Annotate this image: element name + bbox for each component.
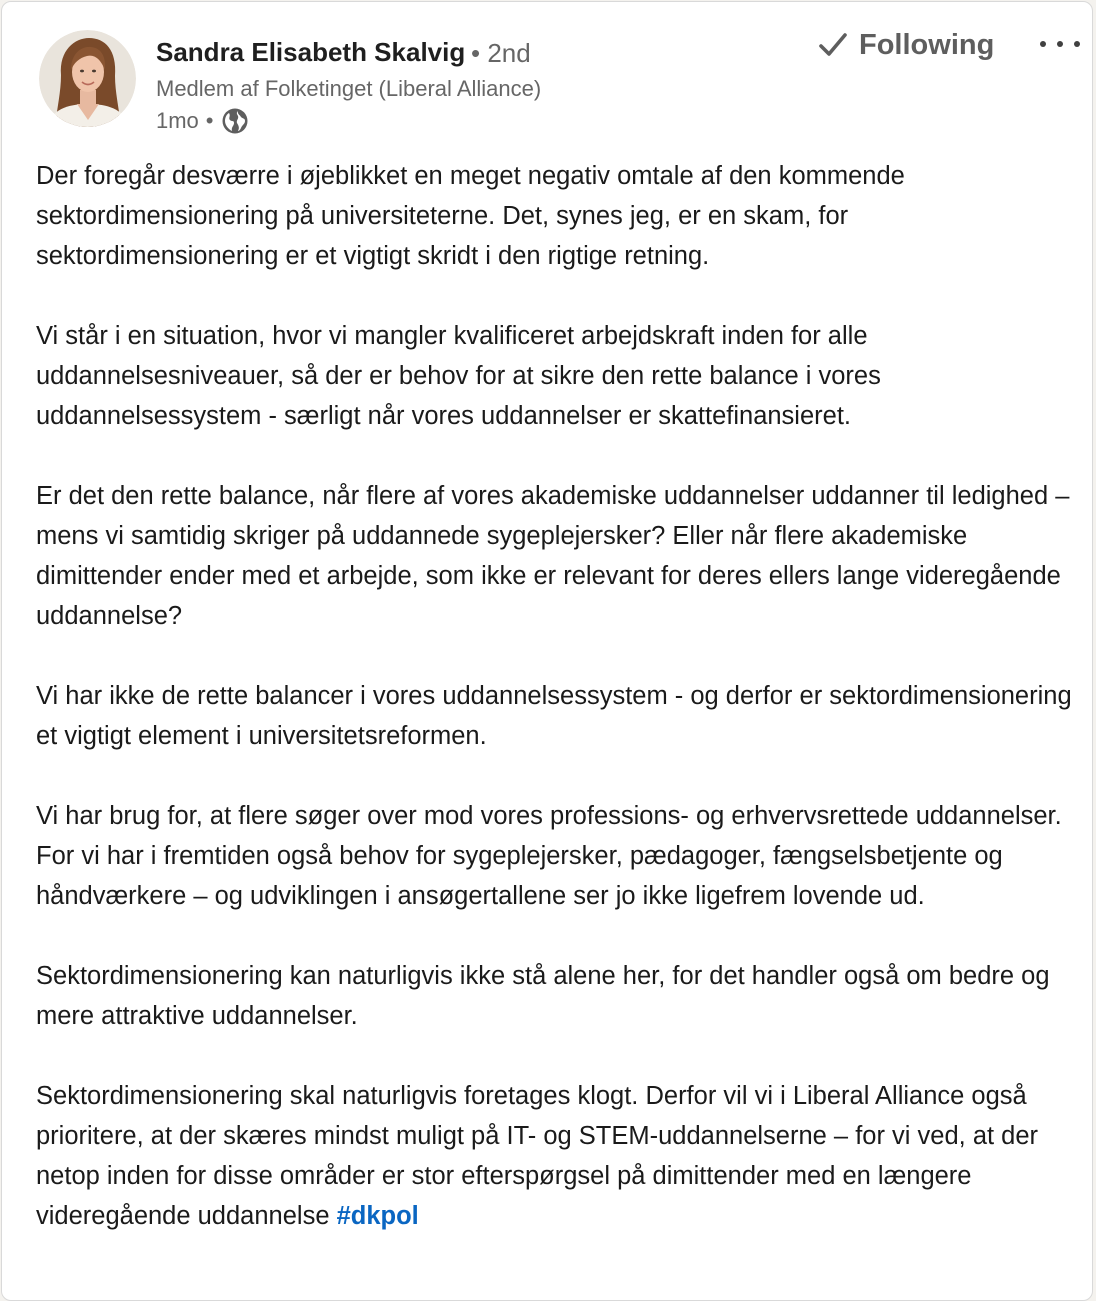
more-options-dot xyxy=(1074,41,1080,47)
post-time: 1mo xyxy=(156,108,199,133)
globe-icon xyxy=(221,107,249,135)
post-paragraph-last xyxy=(36,1076,1076,1236)
meta-separator: • xyxy=(205,108,214,133)
post-paragraph-text: Sektordimensionering skal naturligvis foretages klogt. Derfor vil vi i Liberal Alliance også prioritere, at der skæres mindst muligt på IT- og STEM-uddannelserne – for vi ved, at der netop inden for disse områder er stor efterspørgsel på dimittender med en længere videregående uddannelse xyxy=(36,1082,1039,1230)
author-headline: Medlem af Folketinget (Liberal Alliance) xyxy=(156,76,542,101)
post-paragraph: Sektordimensionering kan naturligvis ikke stå alene her, for det handler også om bedre og mere attraktive uddannelser. xyxy=(36,962,1050,1030)
post-paragraph: Der foregår desværre i øjeblikket en meget negativ omtale af den kommende sektordimensionering på universiteterne. Det, synes jeg, er en skam, for sektordimensionering er et vigtigt skridt i den rigtige retning. xyxy=(36,162,905,270)
following-label: Following xyxy=(859,28,995,61)
post-meta xyxy=(156,105,249,137)
connection-degree: • 2nd xyxy=(471,38,531,68)
checkmark-icon xyxy=(817,29,849,61)
post-paragraph: Vi står i en situation, hvor vi mangler kvalificeret arbejdskraft inden for alle uddannelsesniveauer, så der er behov for at sikre den rette balance i vores uddannelsessystem - særligt når vores uddannelser er skattefinansieret. xyxy=(36,322,881,430)
post-body xyxy=(36,156,1076,1236)
profile-photo-icon xyxy=(39,30,136,127)
more-options-dot xyxy=(1057,41,1063,47)
post-paragraph: Vi har brug for, at flere søger over mod vores professions- og erhvervsrettede uddannelser. For vi har i fremtiden også behov for sygeplejersker, pædagoger, fængselsbetjente og håndværkere – og udviklingen i ansøgertallene ser jo ikke ligefrem lovende ud. xyxy=(36,802,1062,910)
post-paragraph: Er det den rette balance, når flere af vores akademiske uddannelser uddanner til ledighed – mens vi samtidig skriger på uddannede sygeplejersker? Eller når flere akademiske dimittender ender med et arbejde, som ikke er relevant for deres ellers lange videregående uddannelse? xyxy=(36,482,1070,630)
author-avatar[interactable] xyxy=(39,30,136,127)
hashtag-link[interactable]: #dkpol xyxy=(336,1202,419,1230)
following-button[interactable] xyxy=(817,24,994,66)
author-name[interactable]: Sandra Elisabeth Skalvig xyxy=(156,37,466,67)
more-options-button[interactable] xyxy=(1040,28,1080,60)
more-options-icon xyxy=(1040,41,1046,47)
post-card xyxy=(1,1,1093,1301)
post-paragraph: Vi har ikke de rette balancer i vores uddannelsessystem - og derfor er sektordimensionering et vigtigt element i universitetsreformen. xyxy=(36,682,1072,750)
